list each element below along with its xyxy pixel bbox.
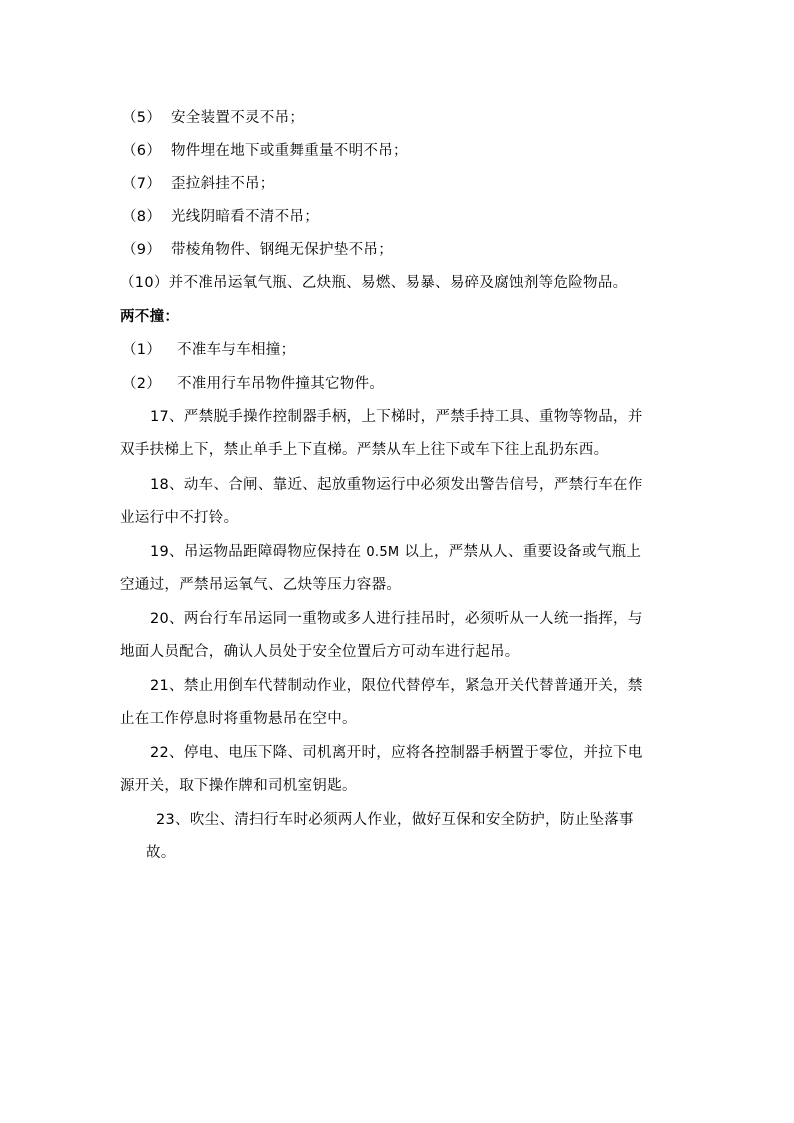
list-item-number: （6） (122, 143, 162, 159)
list-item-number: （7） (122, 176, 162, 192)
list-item-6 (122, 141, 408, 161)
list-item-7 (122, 174, 275, 194)
list-item-number: （1） (122, 342, 162, 358)
collision-item-2 (122, 374, 384, 394)
list-item-text: 歪拉斜挂不吊； (171, 176, 275, 192)
paragraph-20-line-2: 地面人员配合，确认人员处于安全位置后方可动车进行起吊。 (120, 644, 520, 660)
paragraph-21-line-1: 21、禁止用倒车代替制动作业，限位代替停车，紧急开关代替普通开关，禁 (150, 678, 643, 694)
list-item-number: （8） (122, 209, 162, 225)
paragraph-19-distance: 0.5M (366, 545, 400, 560)
list-item-text: 并不准吊运氧气瓶、乙炔瓶、易燃、易暴、易碎及腐蚀剂等危险物品。 (168, 275, 628, 291)
list-item-text: 带棱角物件、钢绳无保护垫不吊； (171, 242, 393, 258)
list-item-text: 物件埋在地下或重舞重量不明不吊； (171, 143, 408, 159)
list-item-text: 安全装置不灵不吊； (171, 110, 305, 126)
list-item-8 (122, 207, 319, 227)
list-item-text: 不准用行车吊物件撞其它物件。 (177, 376, 385, 392)
paragraph-18-line-2: 业运行中不打铃。 (120, 510, 239, 526)
paragraph-17-line-1: 17、严禁脱手操作控制器手柄，上下梯时，严禁手持工具、重物等物品，并 (150, 409, 643, 425)
list-item-5 (122, 108, 304, 128)
list-item-9 (122, 240, 393, 260)
list-item-number: （9） (122, 242, 162, 258)
list-item-number: （10） (120, 275, 169, 291)
section-heading: 两不撞： (120, 309, 180, 325)
list-item-text: 不准车与车相撞； (177, 342, 296, 358)
list-item-number: （2） (122, 376, 162, 392)
paragraph-21-line-2: 止在工作停息时将重物悬吊在空中。 (120, 711, 357, 727)
paragraph-22-line-2: 源开关，取下操作牌和司机室钥匙。 (120, 778, 357, 794)
paragraph-23-line-2: 故。 (146, 845, 176, 861)
paragraph-19-text-a: 19、吊运物品距障碍物应保持在 (150, 544, 367, 560)
paragraph-19-text-c: 以上，严禁从人、重要设备或气瓶上 (399, 544, 642, 560)
paragraph-19-line-2: 空通过，严禁吊运氧气、乙炔等压力容器。 (120, 577, 402, 593)
paragraph-18-line-1: 18、动车、合闸、靠近、起放重物运行中必须发出警告信号，严禁行车在作 (150, 477, 643, 493)
paragraph-22-line-1: 22、停电、电压下降、司机离开时，应将各控制器手柄置于零位，并拉下电 (150, 745, 643, 761)
paragraph-17-line-2: 双手扶梯上下，禁止单手上下直梯。严禁从车上往下或车下往上乱扔东西。 (120, 442, 609, 458)
list-item-number: （5） (122, 110, 162, 126)
paragraph-20-line-1: 20、两台行车吊运同一重物或多人进行挂吊时，必须听从一人统一指挥，与 (150, 611, 643, 627)
collision-item-1 (122, 340, 295, 360)
list-item-text: 光线阴暗看不清不吊； (171, 209, 319, 225)
paragraph-19-line-1 (150, 542, 641, 563)
list-item-10 (120, 273, 627, 293)
paragraph-23-line-1: 23、吹尘、清扫行车时必须两人作业，做好互保和安全防护，防止坠落事 (156, 812, 634, 828)
